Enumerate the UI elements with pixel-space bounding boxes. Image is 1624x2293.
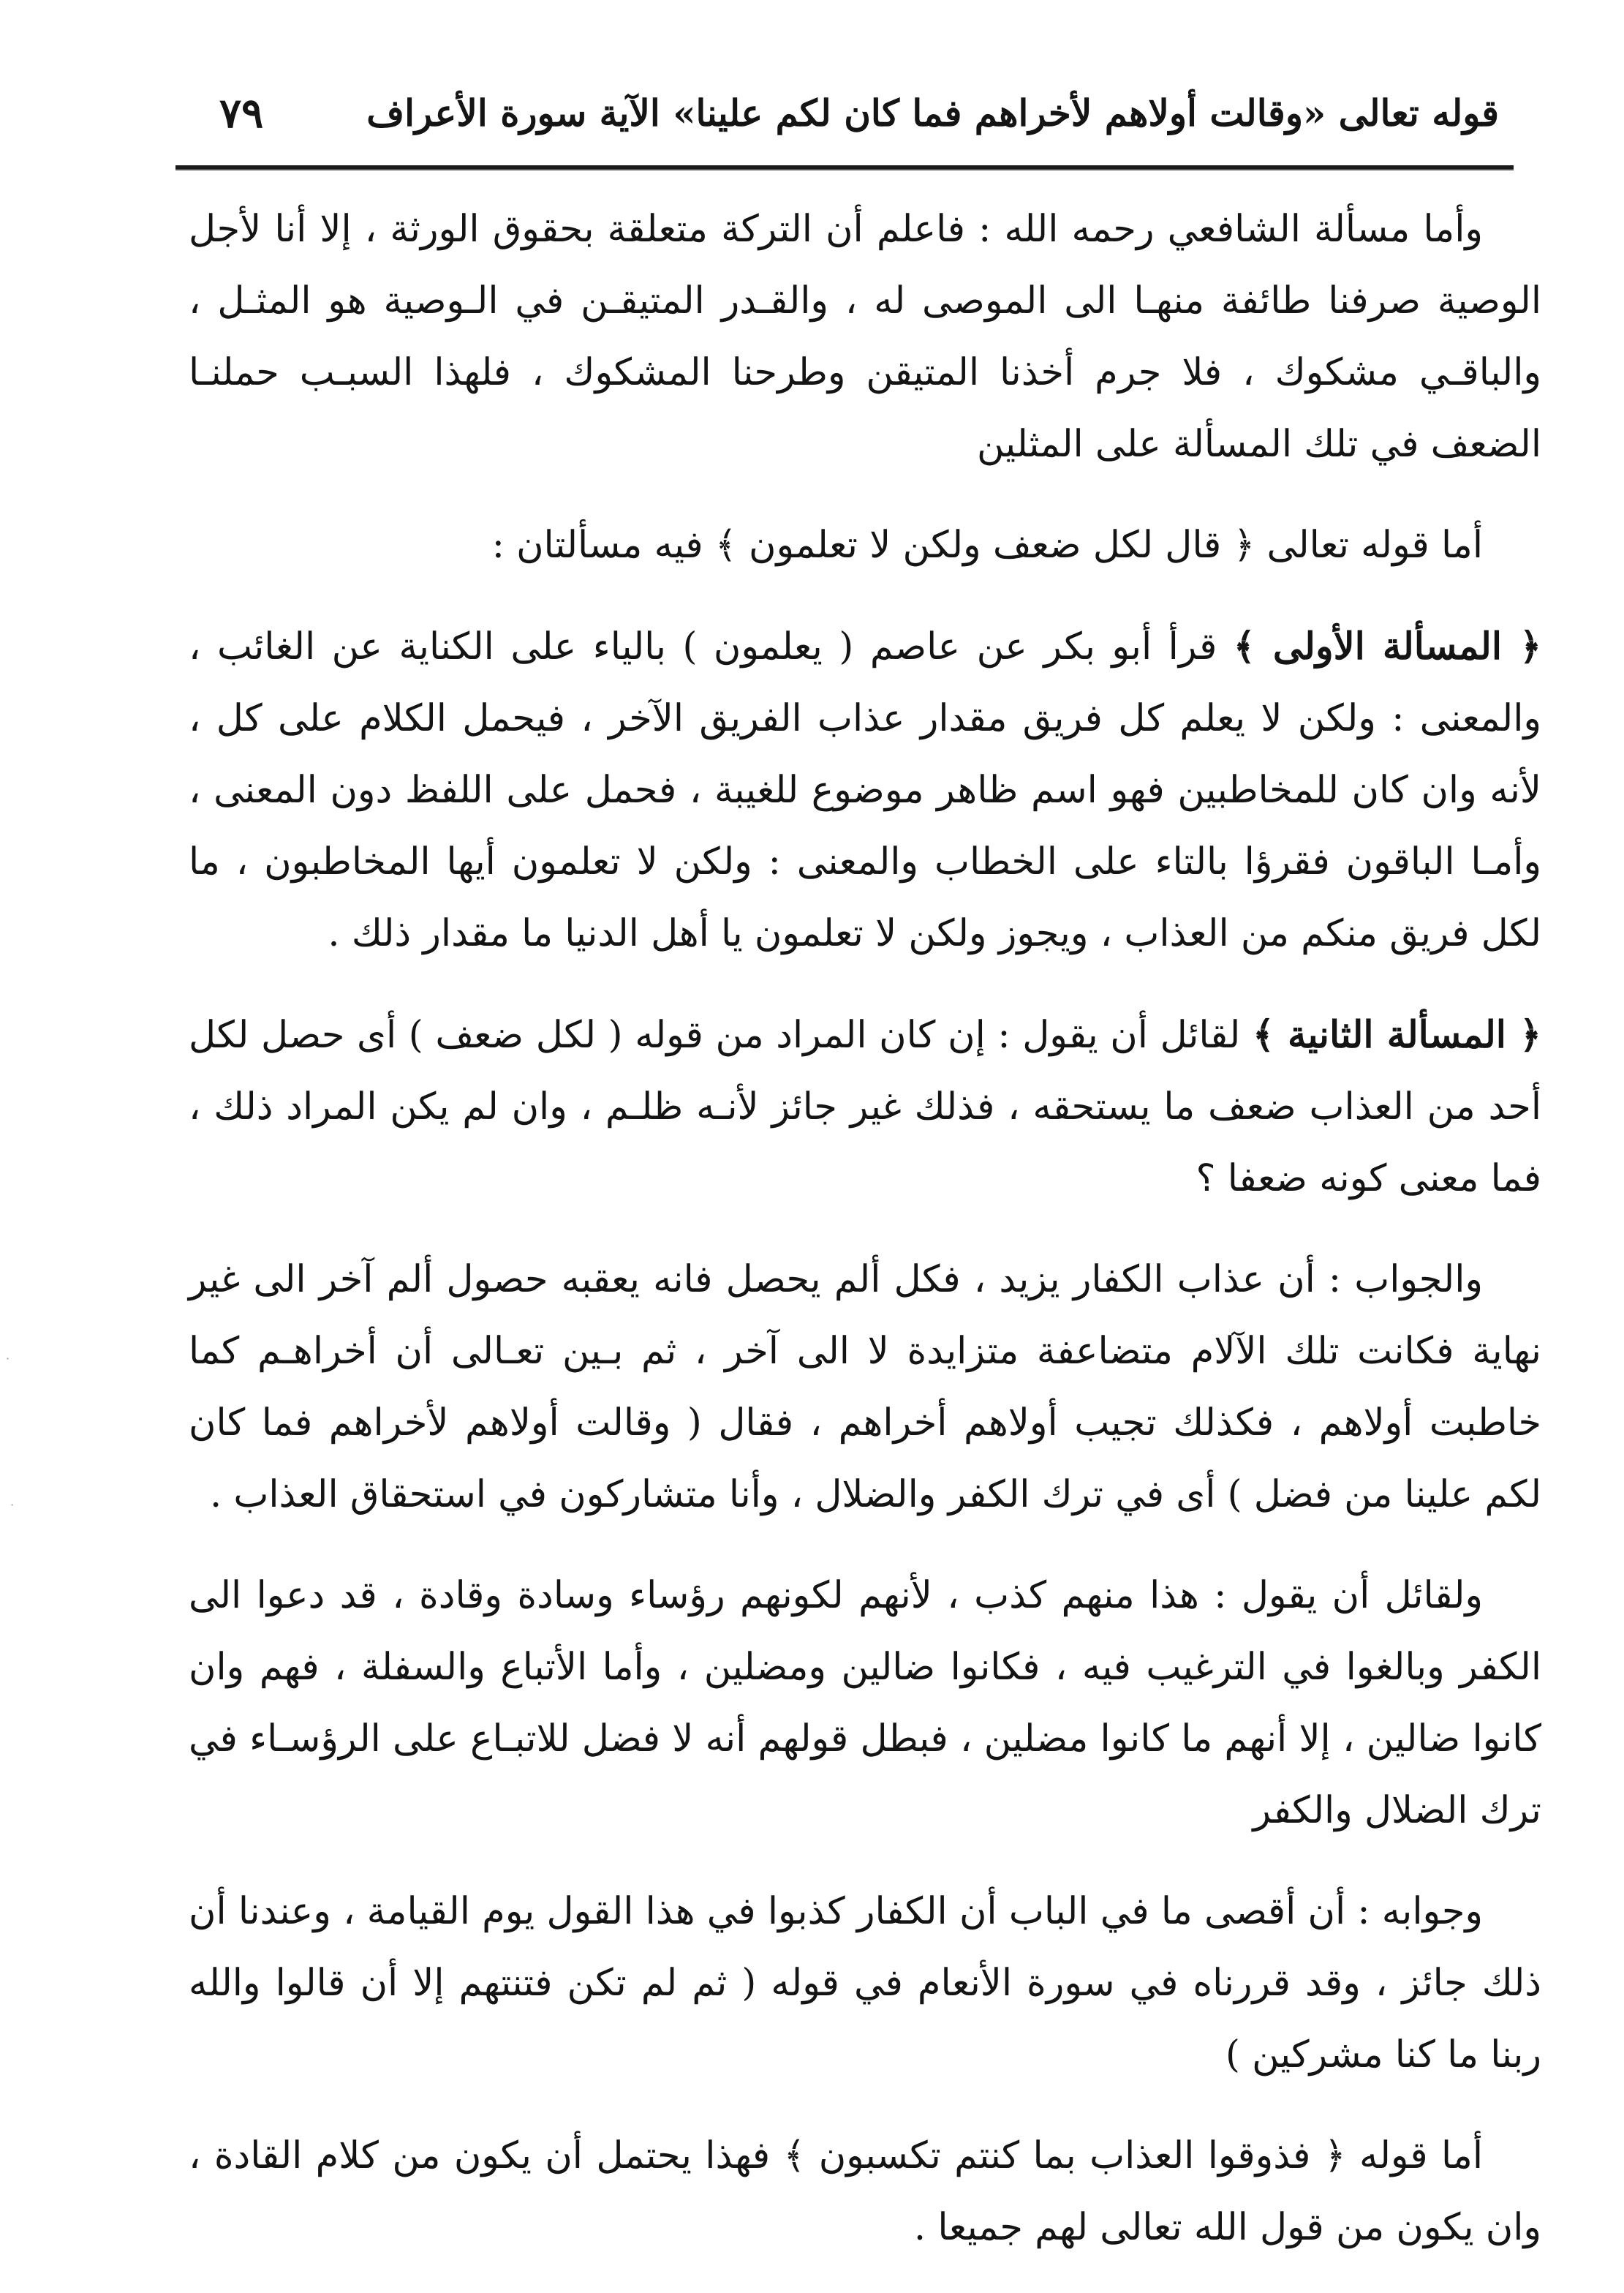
paragraph-text: قرأ أبو بكر عن عاصم ( يعلمون ) بالياء على الكناية عن الغائب ، والمعنى : ولكن لا يعلم كل فريق مقدار عذاب الفريق الآخر ، فيحمل الكلام على كل ، لأنه وان كان للمخاطبين فهو اسم ظاهر موضوع للغيبة ، فحمل على اللفظ دون المعنى ، وأمـا الباقون فقرؤا بالتاء على الخطاب والمعنى : ولكن لا تعلمون أيها المخاطبون ، ما لكل فريق منكم من العذاب ، ويجوز ولكن لا تعلمون يا أهل الدنيا ما مقدار ذلك . — [189, 625, 1541, 955]
header-rule — [175, 165, 1514, 170]
paragraph-text: أما قوله ﴿ فذوقوا العذاب بما كنتم تكسبون ﴾ فهذا يحتمل أن يكون من كلام القادة ، وان يكون من قول الله تعالى لهم جميعا . — [189, 2134, 1541, 2249]
paragraph-verse-intro — [189, 510, 1541, 581]
paragraph-reply — [189, 1876, 1541, 2091]
paragraph-shafii-issue — [189, 194, 1541, 481]
page-number: ٧٩ — [219, 89, 264, 138]
paragraph-taste-punishment — [189, 2120, 1541, 2264]
section-heading: ﴿ المسألة الثانية ﴾ — [1252, 1013, 1541, 1057]
paragraph-text: والجواب : أن عذاب الكفار يزيد ، فكل ألم يحصل فانه يعقبه حصول ألم آخر الى غير نهاية فكانت تلك الآلام متضاعفة متزايدة لا الى آخر ، ثم بـين تعـالى أن أخراهـم كما خاطبت أولاهم ، فكذلك تجيب أولاهم أخراهم ، فقال ( وقالت أولاهم لأخراهم فما كان لكم علينا من فضل ) أى في ترك الكفر والضلال ، وأنا متشاركون في استحقاق العذاب . — [189, 1258, 1541, 1516]
scan-speck: · — [10, 1498, 15, 1512]
paragraph-second-issue — [189, 999, 1541, 1215]
paragraph-first-issue — [189, 611, 1541, 970]
running-header — [183, 80, 1499, 146]
paragraph-text: وجوابه : أن أقصى ما في الباب أن الكفار كذبوا في هذا القول يوم القيامة ، وعندنا أن ذلك جائز ، وقد قررناه في سورة الأنعام في قوله ( ثم لم تكن فتنتهم إلا أن قالوا والله ربنا ما كنا مشركين ) — [189, 1890, 1541, 2076]
paragraph-text: أما قوله تعالى ﴿ قال لكل ضعف ولكن لا تعلمون ﴾ فيه مسألتان : — [491, 524, 1483, 567]
body-text — [189, 194, 1541, 2293]
paragraph-objection — [189, 1560, 1541, 1847]
scan-speck: · — [6, 1352, 10, 1366]
paragraph-text: ولقائل أن يقول : هذا منهم كذب ، لأنهم لكونهم رؤساء وسادة وقادة ، قد دعوا الى الكفر وبالغوا في الترغيب فيه ، فكانوا ضالين ومضلين ، وأما الأتباع والسفلة ، فهم وان كانوا ضالين ، إلا أنهم ما كانوا مضلين ، فبطل قولهم أنه لا فضل للاتبـاع على الرؤسـاء في ترك الضلال والكفر — [189, 1574, 1541, 1832]
running-title: قوله تعالى «وقالت أولاهم لأخراهم فما كان لكم علينا» الآية سورة الأعراف — [366, 91, 1499, 135]
section-heading: ﴿ المسألة الأولى ﴾ — [1233, 625, 1541, 669]
paragraph-answer — [189, 1244, 1541, 1531]
paragraph-text: وأما مسألة الشافعي رحمه الله : فاعلم أن التركة متعلقة بحقوق الورثة ، إلا أنا لأجل الوصية صرفنا طائفة منهـا الى الموصى له ، والقـدر المتيقـن في الـوصية هو المثـل ، والباقـي مشكوك ، فلا جرم أخذنا المتيقن وطرحنا المشكوك ، فلهذا السبـب حملنـا الضعف في تلك المسألة على المثلين — [189, 208, 1541, 466]
paragraph-text: لقائل أن يقول : إن كان المراد من قوله ( لكل ضعف ) أى حصل لكل أحد من العذاب ضعف ما يستحقه ، فذلك غير جائز لأنـه ظلـم ، وان لم يكن المراد ذلك ، فما معنى كونه ضعفا ؟ — [189, 1014, 1541, 1200]
